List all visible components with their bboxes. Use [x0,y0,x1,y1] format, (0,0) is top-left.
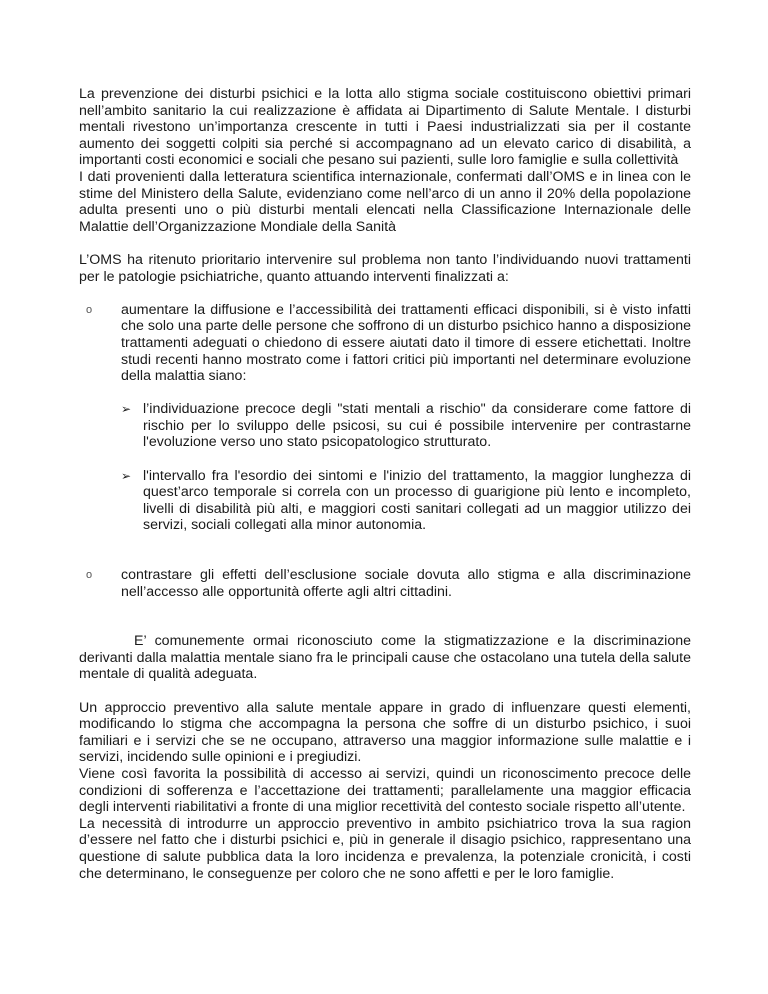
paragraph-data: I dati provenienti dalla letteratura scientifica internazionale, confermati dall’OMS e in linea con le stime del Ministero della Salute, evidenziano come nell’arco di un anno il 20% della popolazione adulta presenti uno o più disturbi mentali elencati nella Classificazione Internazionale delle Malattie dell’Organizzazione Mondiale della Sanità [79,168,691,235]
sublist-item-text: l’individuazione precoce degli "stati mentali a rischio" da considerare come fattore di rischio per lo sviluppo delle psicosi, su cui é possibile intervenire per contrastarne l'evoluzione verso uno stato psicopatologico strutturato. [143,401,691,451]
arrowhead-bullet-icon: ➢ [121,402,132,417]
paragraph-approach: Un approccio preventivo alla salute mentale appare in grado di influenzare questi elementi, modificando lo stigma che accompagna la persona che soffre di un disturbo psichico, i suoi familiari e i servizi che se ne occupano, attraverso una maggior informazione sulle malattie e i servizi, incidendo sulle opinioni e i pregiudizi. [79,699,691,766]
document-page [79,86,691,882]
list-item-text: contrastare gli effetti dell’esclusione sociale dovuta allo stigma e alla discriminazione nell’accesso alle opportunità offerte agli altri cittadini. [121,567,691,600]
hollow-circle-bullet-icon: o [86,569,93,582]
paragraph-stigma: E’ comunemente ormai riconosciuto come la stigmatizzazione e la discriminazione derivanti dalla malattia mentale siano fra le principali cause che ostacolano una tutela della salute mentale di qualità adeguata. [79,633,692,683]
arrowhead-bullet-icon: ➢ [121,468,132,483]
sublist-item-1 [79,401,691,451]
list-item-text: aumentare la diffusione e l’accessibilità dei trattamenti efficaci disponibili, si è visto infatti che solo una parte delle persone che soffrono di un disturbo psichico hanno a disposizione trattamenti adeguati o chiedono di essere aiutati dato il timore di essere etichettati. Inoltre studi recenti hanno mostrato come i fattori critici più importanti nel determinare evoluzione della malattia siano: [121,301,691,385]
sublist-item-text: l'intervallo fra l'esordio dei sintomi e l'inizio del trattamento, la maggior lunghezza di quest’arco temporale si correla con un processo di guarigione più lento e incompleto, livelli di disabilità più alti, e maggiori costi sanitari collegati ad un maggior utilizzo dei servizi, sociali collegati alla minor autonomia. [143,467,691,534]
paragraph-necessity: La necessità di introdurre un approccio preventivo in ambito psichiatrico trova la sua ragion d’essere nel fatto che i disturbi psichici e, più in generale il disagio psichico, rappresentano una questione di salute pubblica data la loro incidenza e prevalenza, la potenziale cronicità, i costi che determinano, le conseguenze per coloro che ne sono affetti e per le loro famiglie. [79,815,691,882]
paragraph-intro: La prevenzione dei disturbi psichici e la lotta allo stigma sociale costituiscono obiettivi primari nell’ambito sanitario la cui realizzazione è affidata ai Dipartimento di Salute Mentale. I disturbi mentali rivestono un’importanza crescente in tutti i Paesi industrializzati sia per il costante aumento dei soggetti colpiti sia perché si accompagnano ad un elevato carico di disabilità, a importanti costi economici e sociali che pesano sui pazienti, sulle loro famiglie e sulla collettività [79,86,691,169]
list-item-1 [79,302,691,385]
paragraph-oms: L’OMS ha ritenuto prioritario intervenire sul problema non tanto l’individuando nuovi trattamenti per le patologie psichiatriche, quanto attuando interventi finalizzati a: [79,251,691,285]
hollow-circle-bullet-icon: o [86,303,93,316]
paragraph-access: Viene così favorita la possibilità di accesso ai servizi, quindi un riconoscimento precoce delle condizioni di sofferenza e l’accettazione dei trattamenti; parallelamente una maggior efficacia degli interventi riabilitativi a fronte di una miglior recettività del contesto sociale rispetto all’utente. [79,765,691,816]
sublist-item-2 [79,468,691,534]
list-item-2 [79,567,691,600]
